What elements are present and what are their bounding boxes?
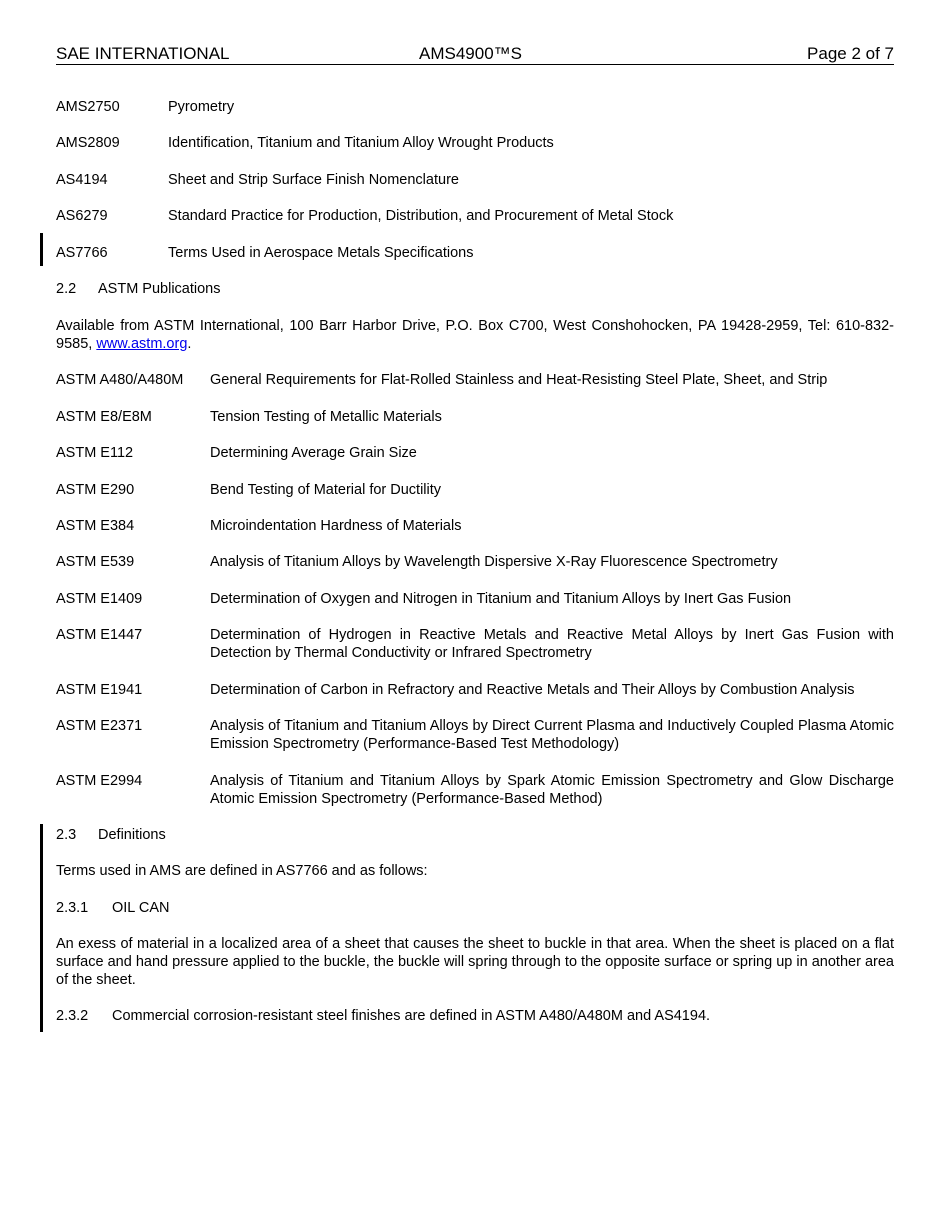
ref-code: AMS2809 xyxy=(56,135,120,151)
ref-title: Determining Average Grain Size xyxy=(210,445,417,461)
ref-title: Determination of Hydrogen in Reactive Metals and Reactive Metal Alloys by Inert Gas Fusion with Detection by Thermal Conductivity or Infrared Spectrometry xyxy=(210,627,894,661)
ref-title: General Requirements for Flat-Rolled Stainless and Heat-Resisting Steel Plate, Sheet, and Strip xyxy=(210,372,828,388)
availability-text: Available from ASTM International, 100 Barr Harbor Drive, P.O. Box C700, West Conshohocken, PA 19428-2959, Tel: 610-832-9585, xyxy=(56,318,894,352)
ref-title: Analysis of Titanium Alloys by Wavelength Dispersive X-Ray Fluorescence Spectrometry xyxy=(210,554,778,570)
ref-code: AS7766 xyxy=(56,245,108,261)
ref-code: ASTM E112 xyxy=(56,445,134,461)
header-doc-number: AMS4900™S xyxy=(419,44,522,63)
ref-title: Tension Testing of Metallic Materials xyxy=(210,409,442,425)
ref-code: ASTM E8/E8M xyxy=(56,409,152,425)
ref-title: Determination of Oxygen and Nitrogen in Titanium and Titanium Alloys by Inert Gas Fusion xyxy=(210,591,792,607)
subsection-term: OIL CAN xyxy=(112,900,170,916)
ref-title: Analysis of Titanium and Titanium Alloys by Spark Atomic Emission Spectrometry and Glow Discharge Atomic Emission Spectrometry (Performance-Based Method) xyxy=(210,773,894,807)
ref-code: ASTM E539 xyxy=(56,554,135,570)
ref-title: Identification, Titanium and Titanium Alloy Wrought Products xyxy=(168,135,554,151)
ref-title: Microindentation Hardness of Materials xyxy=(210,518,462,534)
change-bar xyxy=(40,233,43,266)
subsection-number: 2.3.1 xyxy=(56,900,89,916)
header-org: SAE INTERNATIONAL xyxy=(56,44,230,63)
availability-paragraph xyxy=(56,317,894,353)
change-bar xyxy=(40,824,43,1032)
page-header xyxy=(56,44,894,65)
ref-title: Sheet and Strip Surface Finish Nomenclature xyxy=(168,172,459,188)
ref-code: ASTM E290 xyxy=(56,482,135,498)
definition-paragraph: Commercial corrosion-resistant steel finishes are defined in ASTM A480/A480M and AS4194. xyxy=(112,1008,711,1024)
availability-suffix: . xyxy=(187,336,192,352)
ref-title: Standard Practice for Production, Distribution, and Procurement of Metal Stock xyxy=(168,208,674,224)
subsection-number: 2.3.2 xyxy=(56,1008,89,1024)
definition-paragraph: An exess of material in a localized area of a sheet that causes the sheet to buckle in that area. When the sheet is placed on a flat surface and hand pressure applied to the buckle, the buckle will spring through to the opposite surface or spring up in another area of the sheet. xyxy=(56,936,894,988)
ref-title: Determination of Carbon in Refractory and Reactive Metals and Their Alloys by Combustion Analysis xyxy=(210,682,855,698)
ref-code: AS4194 xyxy=(56,172,108,188)
astm-website-link[interactable]: www.astm.org xyxy=(96,336,188,352)
definitions-intro: Terms used in AMS are defined in AS7766 and as follows: xyxy=(56,863,428,879)
ref-code: ASTM E384 xyxy=(56,518,135,534)
ref-title: Pyrometry xyxy=(168,99,235,115)
ref-code: ASTM E1941 xyxy=(56,682,143,698)
ref-code: ASTM E2371 xyxy=(56,718,143,734)
section-heading: ASTM Publications xyxy=(98,281,221,297)
ref-code: ASTM E2994 xyxy=(56,773,143,789)
section-number: 2.2 xyxy=(56,281,77,297)
ref-code: AMS2750 xyxy=(56,99,120,115)
ref-title: Analysis of Titanium and Titanium Alloys by Direct Current Plasma and Inductively Coupled Plasma Atomic Emission Spectrometry (Performance-Based Test Methodology) xyxy=(210,718,894,752)
section-number: 2.3 xyxy=(56,827,77,843)
ref-code: ASTM E1447 xyxy=(56,627,143,643)
ref-title: Bend Testing of Material for Ductility xyxy=(210,482,442,498)
ref-code: ASTM E1409 xyxy=(56,591,143,607)
ref-code: ASTM A480/A480M xyxy=(56,372,184,388)
ref-code: AS6279 xyxy=(56,208,108,224)
ref-title: Terms Used in Aerospace Metals Specifications xyxy=(168,245,474,261)
header-page-number: Page 2 of 7 xyxy=(807,44,894,63)
section-heading: Definitions xyxy=(98,827,166,843)
